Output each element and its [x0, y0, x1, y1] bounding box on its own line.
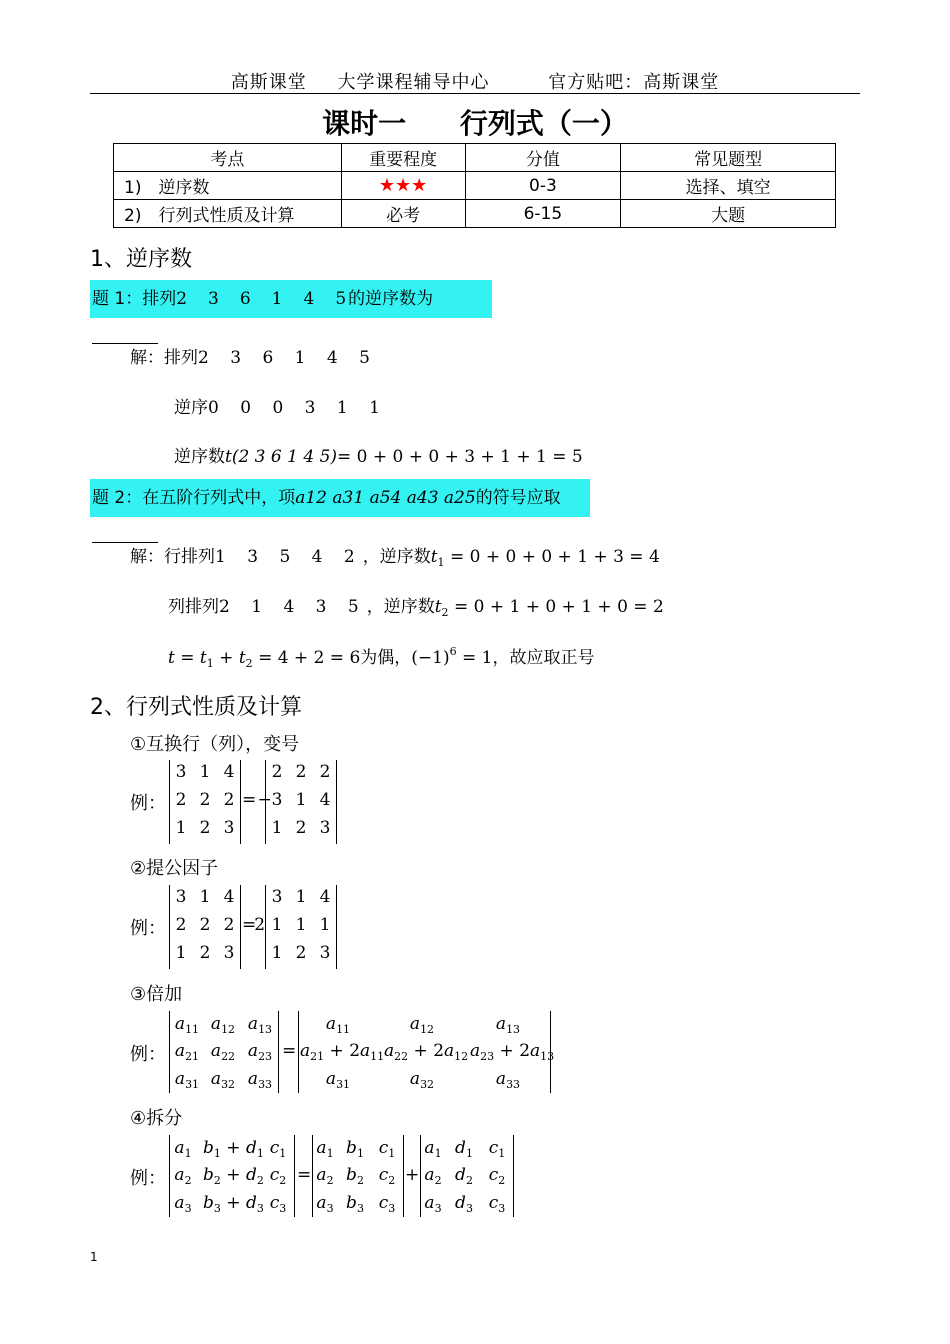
- total-expression: = 4 + 2 = 6: [258, 648, 361, 668]
- q2-total-line: $t = t_1 + t_2 = 4 + 2 = 6$为偶，$(-1)^6 = 1$，故应取正号: [168, 645, 595, 670]
- importance-stars: ★★★: [341, 172, 465, 200]
- page-number: 1: [90, 1250, 98, 1264]
- lesson-label: 课时一: [322, 107, 407, 140]
- matrix-entry: 1: [319, 915, 331, 935]
- matrix-entry: 3: [175, 762, 187, 782]
- table-header: 重要程度: [341, 144, 465, 172]
- section-title: 1、逆序数: [90, 247, 192, 272]
- matrix-entry: 1: [271, 943, 283, 963]
- operator: = −: [242, 790, 270, 810]
- matrix-entry: 2: [175, 915, 187, 935]
- example-label: 例：: [130, 918, 166, 939]
- header-brand: 高斯课堂: [230, 72, 307, 93]
- matrix-entry: 1: [295, 887, 307, 907]
- inversion-values: 0 0 0 3 1 1: [208, 398, 388, 418]
- table-cell: 选择、填空: [621, 172, 836, 200]
- matrix-entry: 1: [295, 915, 307, 935]
- even-text: 为偶，: [360, 648, 412, 668]
- matrix-entry: 3: [319, 943, 331, 963]
- operator: =2: [242, 915, 264, 935]
- count-expression-rhs: = 0 + 0 + 0 + 3 + 1 + 1 = 5: [337, 447, 583, 467]
- example-label: 例：: [130, 793, 166, 814]
- page-header: [0, 68, 950, 94]
- q1-prompt: 题 1：排列: [92, 289, 177, 309]
- table-cell: 0-3: [465, 172, 621, 200]
- matrix-entry: 1: [199, 887, 211, 907]
- key-points-table: [113, 143, 836, 228]
- table-header: 分值: [465, 144, 621, 172]
- q2-col-line: 列排列2 1 4 3 5，逆序数$t_2 = 0 + 1 + 0 + 1 + 0 = 2$: [168, 597, 664, 619]
- table-cell: 大题: [621, 200, 836, 228]
- count-expression-lhs: t(2 3 6 1 4 5): [225, 447, 338, 467]
- q1-suffix: 的逆序数为: [348, 289, 434, 309]
- example-label: 例：: [130, 1168, 166, 1189]
- row-expression: = 0 + 0 + 0 + 1 + 3 = 4: [449, 547, 660, 567]
- row-permutation: 1 3 5 4 2: [215, 547, 363, 567]
- matrix-entry: 4: [223, 762, 235, 782]
- header-rule: [90, 93, 860, 94]
- matrix-entry: 2: [199, 915, 211, 935]
- table-header: 考点: [114, 144, 342, 172]
- q2-row-line: 解：行排列1 3 5 4 2，逆序数$t_1 = 0 + 0 + 0 + 1 + 3 = 4$: [130, 547, 660, 569]
- matrix-entry: 2: [199, 790, 211, 810]
- matrix-entry: 2: [199, 818, 211, 838]
- solution-permutation: 2 3 6 1 4 5: [198, 348, 378, 368]
- property-4: ④拆分: [130, 1108, 183, 1129]
- col-permutation: 2 1 4 3 5: [219, 597, 367, 617]
- table-row: [114, 172, 836, 200]
- row-inversion-label: ，逆序数: [362, 547, 431, 567]
- property-1: ①互换行（列），变号: [130, 734, 300, 755]
- q2-term: a12 a31 a54 a43 a25: [295, 488, 476, 508]
- matrix-entry: 3: [271, 887, 283, 907]
- matrix-entry: 2: [295, 762, 307, 782]
- header-forum: 官方贴吧：高斯课堂: [548, 72, 720, 93]
- matrix-entry: 3: [223, 943, 235, 963]
- answer-blank: [92, 526, 158, 543]
- matrix-entry: 1: [175, 943, 187, 963]
- section-title: 2、行列式性质及计算: [90, 695, 302, 720]
- matrix-entry: 1: [295, 790, 307, 810]
- q1-count-line: [174, 442, 583, 467]
- question-1: [90, 280, 492, 318]
- count-label: 逆序数: [174, 447, 225, 467]
- col-label: 列排列: [168, 597, 219, 617]
- question-2: [90, 479, 590, 517]
- matrix-entry: 1: [271, 915, 283, 935]
- matrix-entry: 4: [223, 887, 235, 907]
- matrix-entry: 2: [295, 943, 307, 963]
- page-title: [0, 102, 950, 142]
- table-cell: 2) 行列式性质及计算: [114, 200, 342, 228]
- lesson-topic: 行列式（一）: [459, 107, 628, 140]
- table-cell: 6-15: [465, 200, 621, 228]
- table-header-row: [114, 144, 836, 172]
- matrix-entry: 3: [319, 818, 331, 838]
- matrix-entry: 4: [319, 790, 331, 810]
- table-header: 常见题型: [621, 144, 836, 172]
- q2-prompt: 题 2：在五阶行列式中，项: [92, 488, 296, 508]
- solution-label: 解：行排列: [130, 547, 215, 567]
- property-3: ③倍加: [130, 984, 183, 1005]
- matrix-entry: 1: [175, 818, 187, 838]
- sign-expression: = 1: [462, 648, 493, 668]
- answer-blank: [92, 327, 158, 344]
- col-expression: = 0 + 1 + 0 + 1 + 0 = 2: [453, 597, 664, 617]
- conclusion: ，故应取正号: [492, 648, 595, 668]
- q2-suffix: 的符号应取: [475, 488, 561, 508]
- col-inversion-label: ，逆序数: [366, 597, 435, 617]
- example-label: 例：: [130, 1044, 166, 1065]
- matrix-entry: 3: [223, 818, 235, 838]
- matrix-entry: 3: [271, 790, 283, 810]
- matrix-entry: 1: [271, 818, 283, 838]
- matrix-entry: 1: [199, 762, 211, 782]
- table-row: [114, 200, 836, 228]
- inversion-label: 逆序: [174, 398, 208, 418]
- header-center: 大学课程辅导中心: [337, 72, 490, 93]
- matrix-entry: 2: [175, 790, 187, 810]
- matrix-entry: 3: [175, 887, 187, 907]
- matrix-entry: 2: [199, 943, 211, 963]
- q1-inversion-line: [174, 393, 388, 418]
- matrix-entry: 2: [319, 762, 331, 782]
- q1-permutation: 2 3 6 1 4 5: [176, 289, 349, 309]
- q1-solution-line: [130, 343, 378, 368]
- matrix-entry: 2: [271, 762, 283, 782]
- solution-label: 解：排列: [130, 348, 198, 368]
- matrix-entry: 2: [295, 818, 307, 838]
- table-cell: 必考: [341, 200, 465, 228]
- matrix-entry: 2: [223, 915, 235, 935]
- matrix-entry: 2: [223, 790, 235, 810]
- table-cell: 1) 逆序数: [114, 172, 342, 200]
- matrix-entry: 4: [319, 887, 331, 907]
- property-2: ②提公因子: [130, 858, 219, 879]
